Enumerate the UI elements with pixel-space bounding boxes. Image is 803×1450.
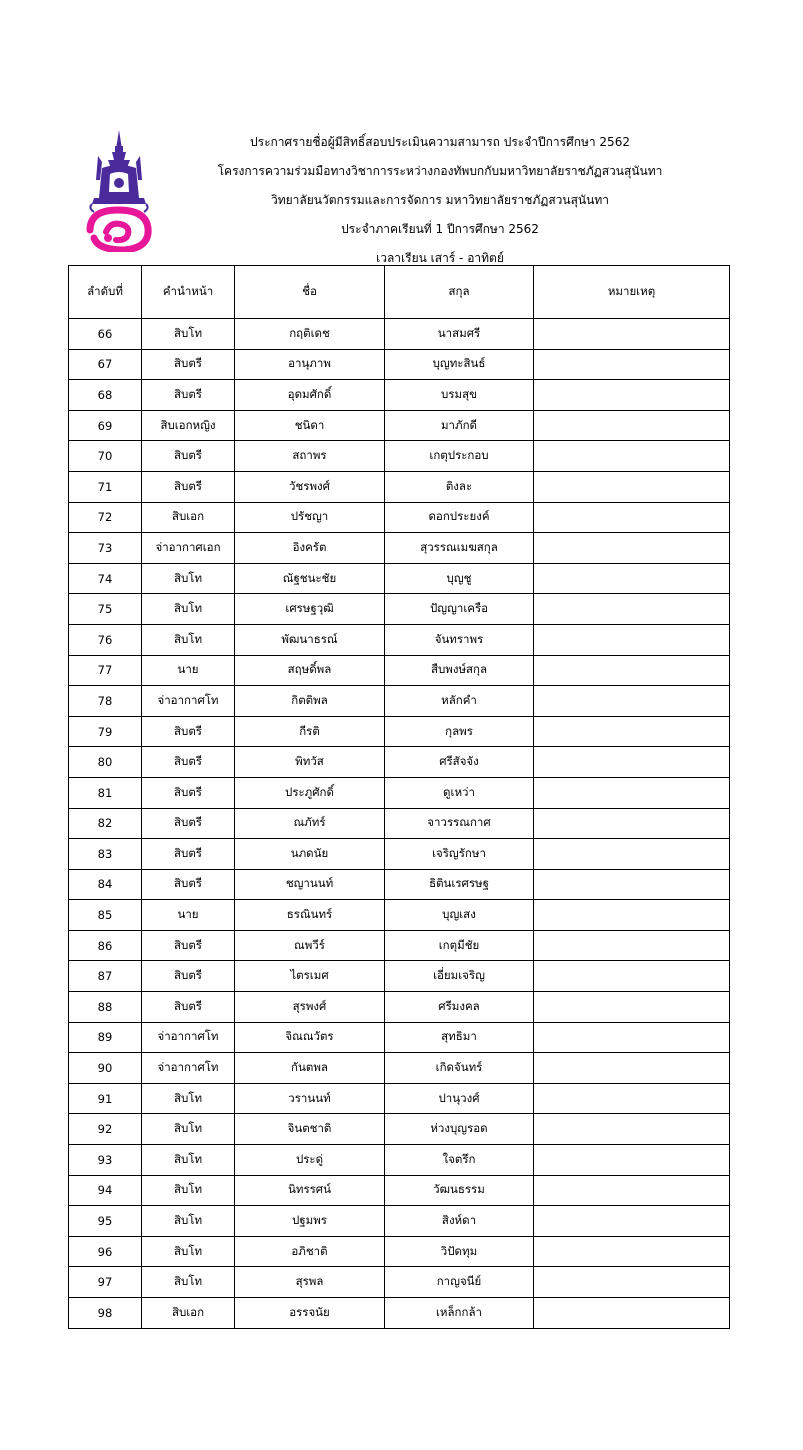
- column-header-prefix: คำนำหน้า: [142, 266, 235, 319]
- remarks-cell: [534, 716, 730, 747]
- prefix-cell: สิบตรี: [142, 869, 235, 900]
- order-cell: 66: [69, 319, 142, 350]
- order-cell: 71: [69, 471, 142, 502]
- prefix-cell: สิบเอก: [142, 1298, 235, 1329]
- last-name-cell: กาญจนีย์: [385, 1267, 534, 1298]
- first-name-cell: ณภัทร์: [235, 808, 385, 839]
- prefix-cell: สิบตรี: [142, 777, 235, 808]
- order-cell: 86: [69, 930, 142, 961]
- order-cell: 69: [69, 410, 142, 441]
- first-name-cell: นภดนัย: [235, 839, 385, 870]
- table-row: [69, 686, 730, 717]
- prefix-cell: นาย: [142, 655, 235, 686]
- remarks-cell: [534, 839, 730, 870]
- prefix-cell: สิบโท: [142, 594, 235, 625]
- first-name-cell: กฤติเดช: [235, 319, 385, 350]
- first-name-cell: ธรณินทร์: [235, 900, 385, 931]
- first-name-cell: พิทวัส: [235, 747, 385, 778]
- last-name-cell: เอี่ยมเจริญ: [385, 961, 534, 992]
- first-name-cell: ชญานนท์: [235, 869, 385, 900]
- table-row: [69, 747, 730, 778]
- table-body: [69, 319, 730, 1329]
- header-line-3: วิทยาลัยนวัตกรรมและการจัดการ มหาวิทยาลัยราชภัฏสวนสุนันทา: [271, 193, 609, 207]
- remarks-cell: [534, 563, 730, 594]
- prefix-cell: สิบเอก: [142, 502, 235, 533]
- order-cell: 85: [69, 900, 142, 931]
- prefix-cell: สิบโท: [142, 319, 235, 350]
- first-name-cell: อานุภาพ: [235, 349, 385, 380]
- last-name-cell: วัฒนธรรม: [385, 1175, 534, 1206]
- remarks-cell: [534, 624, 730, 655]
- table-row: [69, 594, 730, 625]
- order-cell: 80: [69, 747, 142, 778]
- last-name-cell: นาสมศรี: [385, 319, 534, 350]
- first-name-cell: วัชรพงศ์: [235, 471, 385, 502]
- table-row: [69, 1206, 730, 1237]
- first-name-cell: อิงครัต: [235, 533, 385, 564]
- remarks-cell: [534, 930, 730, 961]
- prefix-cell: สิบตรี: [142, 808, 235, 839]
- last-name-cell: เกิดจันทร์: [385, 1053, 534, 1084]
- order-cell: 88: [69, 992, 142, 1023]
- order-cell: 90: [69, 1053, 142, 1084]
- prefix-cell: สิบเอกหญิง: [142, 410, 235, 441]
- first-name-cell: กิตติพล: [235, 686, 385, 717]
- remarks-cell: [534, 655, 730, 686]
- order-cell: 96: [69, 1236, 142, 1267]
- last-name-cell: สุวรรณเมฆสกุล: [385, 533, 534, 564]
- column-header-first-name: ชื่อ: [235, 266, 385, 319]
- table-row: [69, 410, 730, 441]
- remarks-cell: [534, 319, 730, 350]
- order-cell: 82: [69, 808, 142, 839]
- prefix-cell: สิบตรี: [142, 380, 235, 411]
- remarks-cell: [534, 777, 730, 808]
- table-row: [69, 1267, 730, 1298]
- first-name-cell: อุดมศักดิ์: [235, 380, 385, 411]
- table-row: [69, 624, 730, 655]
- order-cell: 70: [69, 441, 142, 472]
- table-row: [69, 777, 730, 808]
- column-header-remarks: หมายเหตุ: [534, 266, 730, 319]
- order-cell: 94: [69, 1175, 142, 1206]
- remarks-cell: [534, 1267, 730, 1298]
- prefix-cell: สิบตรี: [142, 441, 235, 472]
- order-cell: 77: [69, 655, 142, 686]
- prefix-cell: จ่าอากาศเอก: [142, 533, 235, 564]
- order-cell: 75: [69, 594, 142, 625]
- candidate-table: [68, 265, 730, 1329]
- last-name-cell: เกตุมีชัย: [385, 930, 534, 961]
- remarks-cell: [534, 533, 730, 564]
- order-cell: 98: [69, 1298, 142, 1329]
- prefix-cell: สิบตรี: [142, 747, 235, 778]
- table-row: [69, 961, 730, 992]
- remarks-cell: [534, 1083, 730, 1114]
- last-name-cell: ศรีมงคล: [385, 992, 534, 1023]
- table-row: [69, 1298, 730, 1329]
- table-row: [69, 533, 730, 564]
- remarks-cell: [534, 869, 730, 900]
- table-row: [69, 716, 730, 747]
- first-name-cell: ณพวีร์: [235, 930, 385, 961]
- last-name-cell: ปานุวงศ์: [385, 1083, 534, 1114]
- table-row: [69, 563, 730, 594]
- remarks-cell: [534, 502, 730, 533]
- table-row: [69, 655, 730, 686]
- order-cell: 97: [69, 1267, 142, 1298]
- last-name-cell: กุลพร: [385, 716, 534, 747]
- prefix-cell: สิบตรี: [142, 992, 235, 1023]
- order-cell: 89: [69, 1022, 142, 1053]
- remarks-cell: [534, 961, 730, 992]
- last-name-cell: บุญชู: [385, 563, 534, 594]
- first-name-cell: เศรษฐวุฒิ: [235, 594, 385, 625]
- remarks-cell: [534, 594, 730, 625]
- prefix-cell: สิบโท: [142, 1236, 235, 1267]
- table-row: [69, 869, 730, 900]
- order-cell: 83: [69, 839, 142, 870]
- last-name-cell: สุทธิมา: [385, 1022, 534, 1053]
- first-name-cell: ไตรเมศ: [235, 961, 385, 992]
- last-name-cell: ห่วงบุญรอด: [385, 1114, 534, 1145]
- last-name-cell: ดอกประยงค์: [385, 502, 534, 533]
- last-name-cell: เจริญรักษา: [385, 839, 534, 870]
- order-cell: 84: [69, 869, 142, 900]
- remarks-cell: [534, 1236, 730, 1267]
- prefix-cell: สิบตรี: [142, 930, 235, 961]
- first-name-cell: กันตพล: [235, 1053, 385, 1084]
- last-name-cell: บุญทะสินธ์: [385, 349, 534, 380]
- last-name-cell: บุญเสง: [385, 900, 534, 931]
- last-name-cell: สิงห์ดา: [385, 1206, 534, 1237]
- prefix-cell: นาย: [142, 900, 235, 931]
- university-logo: [84, 128, 154, 252]
- remarks-cell: [534, 410, 730, 441]
- last-name-cell: ใจตรึก: [385, 1145, 534, 1176]
- last-name-cell: วิปัดทุม: [385, 1236, 534, 1267]
- remarks-cell: [534, 900, 730, 931]
- table-row: [69, 900, 730, 931]
- header-line-5: เวลาเรียน เสาร์ - อาทิตย์: [376, 251, 504, 265]
- first-name-cell: นิทรรศน์: [235, 1175, 385, 1206]
- header-line-2: โครงการความร่วมมือทางวิชาการระหว่างกองทัพบกกับมหาวิทยาลัยราชภัฏสวนสุนันทา: [217, 164, 663, 178]
- prefix-cell: สิบโท: [142, 1206, 235, 1237]
- first-name-cell: ณัฐชนะชัย: [235, 563, 385, 594]
- order-cell: 68: [69, 380, 142, 411]
- table-row: [69, 471, 730, 502]
- document-header: [150, 128, 730, 273]
- order-cell: 87: [69, 961, 142, 992]
- remarks-cell: [534, 471, 730, 502]
- prefix-cell: สิบโท: [142, 1083, 235, 1114]
- table-row: [69, 349, 730, 380]
- order-cell: 93: [69, 1145, 142, 1176]
- column-header-last-name: สกุล: [385, 266, 534, 319]
- prefix-cell: สิบตรี: [142, 349, 235, 380]
- first-name-cell: อรรจนัย: [235, 1298, 385, 1329]
- table-row: [69, 1083, 730, 1114]
- prefix-cell: จ่าอากาศโท: [142, 1053, 235, 1084]
- table-row: [69, 1175, 730, 1206]
- header-line-1: ประกาศรายชื่อผู้มีสิทธิ์สอบประเมินความสามารถ ประจำปีการศึกษา 2562: [250, 135, 630, 149]
- remarks-cell: [534, 1298, 730, 1329]
- column-header-order: ลำดับที่: [69, 266, 142, 319]
- order-cell: 78: [69, 686, 142, 717]
- prefix-cell: สิบโท: [142, 1175, 235, 1206]
- remarks-cell: [534, 1175, 730, 1206]
- prefix-cell: สิบตรี: [142, 716, 235, 747]
- prefix-cell: สิบตรี: [142, 839, 235, 870]
- order-cell: 79: [69, 716, 142, 747]
- prefix-cell: สิบโท: [142, 624, 235, 655]
- remarks-cell: [534, 1145, 730, 1176]
- prefix-cell: สิบโท: [142, 1145, 235, 1176]
- prefix-cell: สิบโท: [142, 1267, 235, 1298]
- first-name-cell: วรานนท์: [235, 1083, 385, 1114]
- first-name-cell: ชนิดา: [235, 410, 385, 441]
- remarks-cell: [534, 747, 730, 778]
- last-name-cell: มาภักดี: [385, 410, 534, 441]
- first-name-cell: สถาพร: [235, 441, 385, 472]
- table-row: [69, 930, 730, 961]
- first-name-cell: สุรพงศ์: [235, 992, 385, 1023]
- first-name-cell: กีรติ: [235, 716, 385, 747]
- first-name-cell: พัฒนาธรณ์: [235, 624, 385, 655]
- last-name-cell: เหล็กกล้า: [385, 1298, 534, 1329]
- first-name-cell: สุรพล: [235, 1267, 385, 1298]
- remarks-cell: [534, 1053, 730, 1084]
- remarks-cell: [534, 349, 730, 380]
- table-row: [69, 1022, 730, 1053]
- first-name-cell: ปฐมพร: [235, 1206, 385, 1237]
- remarks-cell: [534, 380, 730, 411]
- first-name-cell: ประภูศักดิ์: [235, 777, 385, 808]
- last-name-cell: เกตุประกอบ: [385, 441, 534, 472]
- order-cell: 73: [69, 533, 142, 564]
- order-cell: 76: [69, 624, 142, 655]
- last-name-cell: ศรีสัจจัง: [385, 747, 534, 778]
- first-name-cell: จิณณวัตร: [235, 1022, 385, 1053]
- order-cell: 72: [69, 502, 142, 533]
- table-row: [69, 380, 730, 411]
- prefix-cell: สิบตรี: [142, 961, 235, 992]
- prefix-cell: จ่าอากาศโท: [142, 1022, 235, 1053]
- remarks-cell: [534, 1206, 730, 1237]
- table-row: [69, 1145, 730, 1176]
- first-name-cell: จินตชาติ: [235, 1114, 385, 1145]
- prefix-cell: สิบโท: [142, 1114, 235, 1145]
- last-name-cell: หลักคำ: [385, 686, 534, 717]
- table-row: [69, 319, 730, 350]
- order-cell: 92: [69, 1114, 142, 1145]
- remarks-cell: [534, 808, 730, 839]
- last-name-cell: ปัญญาเครือ: [385, 594, 534, 625]
- table-row: [69, 441, 730, 472]
- last-name-cell: ดูเหว่า: [385, 777, 534, 808]
- remarks-cell: [534, 441, 730, 472]
- last-name-cell: จาวรรณกาศ: [385, 808, 534, 839]
- table-row: [69, 1236, 730, 1267]
- order-cell: 81: [69, 777, 142, 808]
- header-line-4: ประจำภาคเรียนที่ 1 ปีการศึกษา 2562: [341, 222, 539, 236]
- last-name-cell: สืบพงษ์สกุล: [385, 655, 534, 686]
- first-name-cell: อภิชาติ: [235, 1236, 385, 1267]
- last-name-cell: จันทราพร: [385, 624, 534, 655]
- prefix-cell: จ่าอากาศโท: [142, 686, 235, 717]
- remarks-cell: [534, 992, 730, 1023]
- remarks-cell: [534, 686, 730, 717]
- table-row: [69, 502, 730, 533]
- last-name-cell: บรมสุข: [385, 380, 534, 411]
- last-name-cell: ติงละ: [385, 471, 534, 502]
- table-header-row: [69, 266, 730, 319]
- last-name-cell: ธิตินเรศรษฐ: [385, 869, 534, 900]
- table-row: [69, 839, 730, 870]
- table-row: [69, 808, 730, 839]
- order-cell: 67: [69, 349, 142, 380]
- order-cell: 91: [69, 1083, 142, 1114]
- remarks-cell: [534, 1022, 730, 1053]
- first-name-cell: ประดู่: [235, 1145, 385, 1176]
- first-name-cell: สฤษดิ์พล: [235, 655, 385, 686]
- order-cell: 95: [69, 1206, 142, 1237]
- table-row: [69, 992, 730, 1023]
- order-cell: 74: [69, 563, 142, 594]
- table-row: [69, 1114, 730, 1145]
- first-name-cell: ปรัชญา: [235, 502, 385, 533]
- remarks-cell: [534, 1114, 730, 1145]
- prefix-cell: สิบโท: [142, 563, 235, 594]
- table-row: [69, 1053, 730, 1084]
- prefix-cell: สิบตรี: [142, 471, 235, 502]
